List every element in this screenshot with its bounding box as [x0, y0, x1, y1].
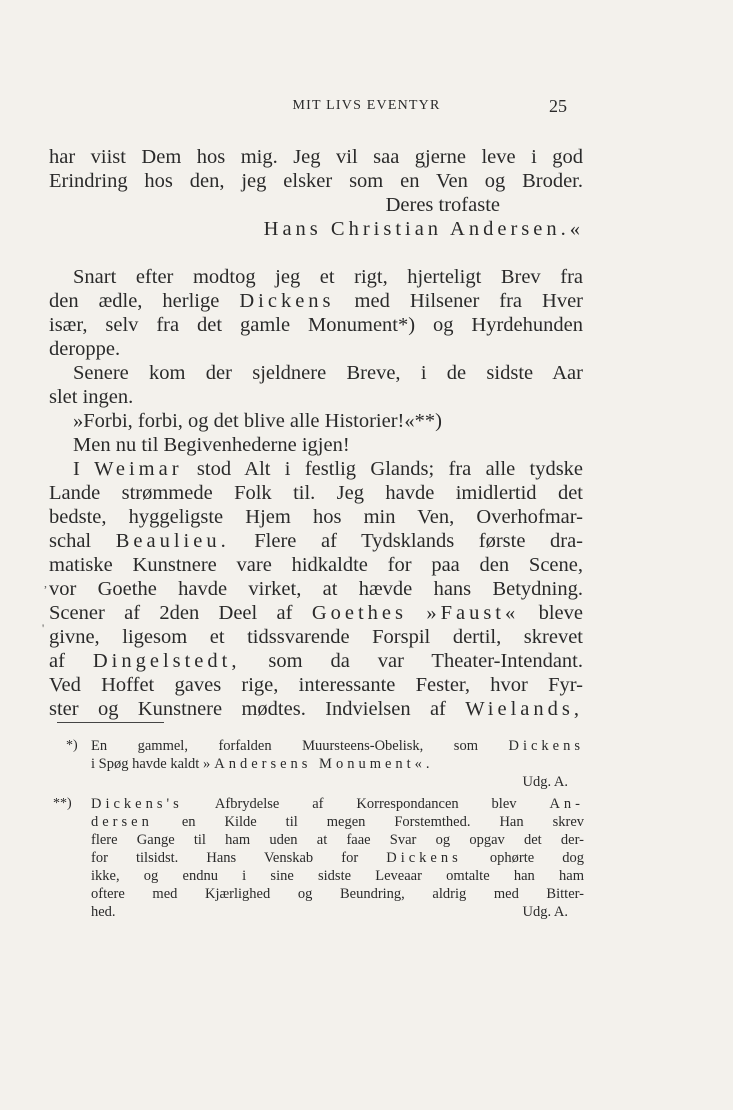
footnote-line	[91, 756, 584, 774]
text-line: har viist Dem hos mig. Jeg vil saa gjerne leve i god	[49, 146, 583, 168]
margin-smudge: ,	[44, 576, 47, 590]
text-line: deroppe.	[49, 338, 121, 360]
text-line: matiske Kunstnere vare hidkaldte for paa den Scene,	[49, 554, 583, 576]
footnote-signature: Udg. A.	[522, 774, 568, 790]
margin-smudge: '	[42, 621, 45, 635]
footnote-line	[91, 738, 584, 756]
text-line	[49, 649, 583, 673]
footnote-line: hed.	[91, 904, 116, 920]
text-line: Senere kom der sjeldnere Breve, i de sidste Aar	[73, 362, 583, 384]
text-span: af	[49, 650, 65, 672]
text-span: Afbrydelse af Korrespondancen blev	[214, 796, 517, 812]
text-span: schal	[49, 530, 92, 552]
spaced-name: Dickens's	[91, 796, 183, 812]
text-span: I	[73, 458, 80, 480]
spaced-name: dersen	[91, 814, 153, 830]
text-line: vor Goethe havde virket, at hævde hans Betydning.	[49, 578, 583, 600]
text-line	[49, 529, 583, 553]
spaced-name: Goethes	[311, 602, 407, 624]
spaced-name: Dickens	[386, 850, 462, 866]
spaced-name: An-	[549, 796, 584, 812]
spaced-name: »Andersens Monument«.	[202, 756, 434, 772]
text-span: Scener af 2den Deel af	[49, 602, 293, 624]
text-line: Erindring hos den, jeg elsker som en Ven og Broder.	[49, 170, 583, 192]
text-line: Ved Hoffet gaves rige, interessante Fester, hvor Fyr-	[49, 674, 583, 696]
footnote-rule	[57, 722, 164, 723]
footnote-signature: Udg. A.	[522, 904, 568, 920]
text-span: bleve	[538, 602, 583, 624]
spaced-title: »Faust«	[426, 602, 520, 624]
footnote-line	[91, 814, 584, 832]
text-line: Snart efter modtog jeg et rigt, hjerteligt Brev fra	[73, 266, 583, 288]
spaced-name: Dickens	[239, 290, 335, 312]
text-line: Men nu til Begivenhederne igjen!	[73, 434, 350, 456]
text-line: Lande strømmede Folk til. Jeg havde imidlertid det	[49, 482, 583, 504]
text-line: bedste, hyggeligste Hjem hos min Ven, Overhofmar-	[49, 506, 583, 528]
text-span: ster og Kunstnere mødtes. Indvielsen af	[49, 698, 446, 720]
footnote-line: flere Gange til ham uden at faae Svar og opgav det der-	[91, 832, 584, 848]
text-line: »Forbi, forbi, og det blive alle Historier!«**)	[73, 410, 442, 432]
text-span: Flere af Tydsklands første dra-	[254, 530, 584, 552]
footnote-line	[91, 796, 584, 814]
spaced-name: Wielands,	[465, 698, 583, 720]
page-number: 25	[549, 96, 567, 116]
text-span: en Kilde til megen Forstemthed. Han skrev	[181, 814, 584, 830]
spaced-name: Dickens	[508, 738, 585, 754]
spaced-name: Dingelstedt,	[92, 650, 241, 672]
letter-closing: Deres trofaste	[385, 194, 500, 216]
text-line: slet ingen.	[49, 386, 134, 408]
letter-signature: Hans Christian Andersen.«	[263, 218, 584, 240]
text-span: ophørte dog	[489, 850, 584, 866]
footnote-marker: **)	[53, 796, 72, 811]
text-line	[49, 601, 583, 625]
text-line: givne, ligesom et tidssvarende Forspil dertil, skrevet	[49, 626, 583, 648]
spaced-name: Weimar	[94, 458, 183, 480]
footnote-line: oftere med Kjærlighed og Beundring, aldrig med Bitter-	[91, 886, 584, 902]
text-line	[49, 697, 583, 721]
text-span: den ædle, herlige	[49, 290, 220, 312]
spaced-name: Beaulieu.	[115, 530, 230, 552]
text-span: for tilsidst. Hans Venskab for	[91, 850, 359, 866]
footnote-line	[91, 850, 584, 868]
text-line	[49, 289, 583, 313]
running-header: MIT LIVS EVENTYR	[292, 98, 441, 113]
footnote-line: ikke, og endnu i sine sidste Leveaar omtalte han ham	[91, 868, 584, 884]
text-span: som da var Theater-Intendant.	[268, 650, 583, 672]
footnote-marker: *)	[66, 738, 78, 753]
text-span: i Spøg havde kaldt	[91, 756, 200, 772]
text-span: med Hilsener fra Hver	[354, 290, 584, 312]
text-span: stod Alt i festlig Glands; fra alle tydske	[196, 458, 584, 480]
text-span: En gammel, forfalden Muursteens-Obelisk, som	[91, 738, 478, 754]
text-line: især, selv fra det gamle Monument*) og Hyrdehunden	[49, 314, 583, 336]
text-line	[73, 457, 583, 481]
